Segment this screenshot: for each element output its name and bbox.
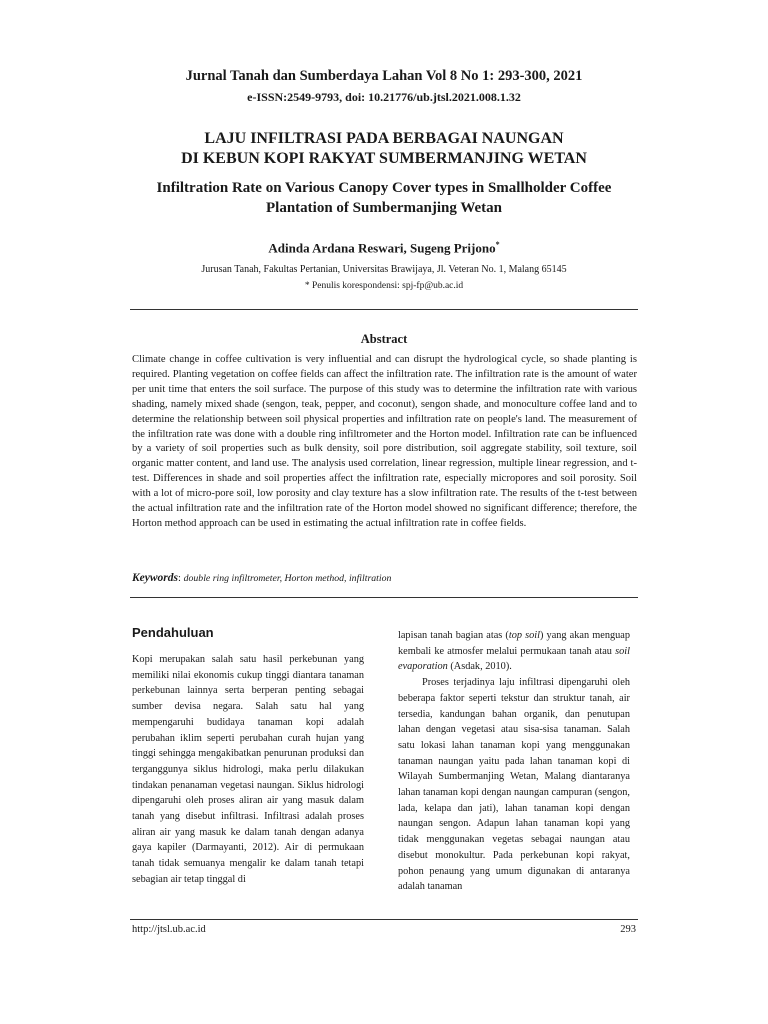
keywords-line <box>132 572 637 584</box>
right-column-paragraph-1 <box>398 628 630 675</box>
title-english <box>0 178 768 218</box>
footer-url-link[interactable]: http://jtsl.ub.ac.id <box>132 924 206 935</box>
issn-doi-line: e-ISSN:2549-9793, doi: 10.21776/ub.jtsl.2021.008.1.32 <box>247 90 521 104</box>
text-run: (Asdak, 2010). <box>447 661 512 673</box>
title-indonesian-line-2: DI KEBUN KOPI RAKYAT SUMBERMANJING WETAN <box>181 150 587 167</box>
abstract-top-rule <box>130 309 638 310</box>
keywords-list: double ring infiltrometer, Horton method, infiltration <box>183 573 392 584</box>
author-list <box>0 240 768 256</box>
right-column <box>398 628 630 895</box>
author-names: Adinda Ardana Reswari, Sugeng Prijono <box>268 240 496 256</box>
text-run: lapisan tanah bagian atas ( <box>398 630 509 641</box>
title-indonesian-line-1: LAJU INFILTRASI PADA BERBAGAI NAUNGAN <box>204 130 564 147</box>
right-column-paragraph-2: Proses terjadinya laju infiltrasi dipengaruhi oleh beberapa faktor seperti tekstur dan struktur tanah, air tersedia, kandungan bahan organik, dan penutupan lahan dengan vegetasi atau sisa-sisa tanaman. Salah satu lokasi lahan tanaman kopi yang menggunakan tanaman naungan yaitu pada lahan tanaman kopi di Wilayah Sumbermanjing Wetan, Malang diantaranya lahan tanaman kopi dengan naungan campuran (sengon, lada, kelapa dan jati), lahan tanaman kopi dengan naungan sengon. Adapun lahan tanaman kopi yang tidak menggunakan vegetas sebagai naungan atau disebut monokultur. Pada perkebunan kopi rakyat, pohon penaung yang umum digunakan di antaranya adalah tanaman <box>398 677 630 893</box>
corresponding-mark: * <box>495 240 500 249</box>
abstract-heading: Abstract <box>360 332 408 346</box>
keywords-label: Keywords <box>132 572 178 584</box>
title-english-line-2: Plantation of Sumbermanjing Wetan <box>266 200 502 216</box>
text-run: ) yang akan menguap kembali ke atmosfer melalui permukaan tanah atau <box>398 630 630 657</box>
term-top-soil: top soil <box>508 630 540 641</box>
abstract-text: Climate change in coffee cultivation is very influential and can disrupt the hydrological cycle, so shade planting is required. Planting vegetation on coffee fields can affect the infiltration rate. The infiltration rate is the amount of water per unit time that enters the soil surface. The purpose of this study was to determine the infiltration rate with various shading, namely mixed shade (sengon, teak, pepper, and coconut), sengon shade, and monoculture coffee land and to determine the relationship between soil physical properties and infiltration rate on people's land. The measurement of the infiltration rate was done with a double ring infiltrometer and the Horton model. Infiltration rate can be influenced by a variety of soil properties such as bulk density, soil pore distribution, soil aggregate stability, soil texture, soil organic matter content, and land use. The analysis used correlation, linear regression, multiple linear regression, and t-test. Differences in shade and soil properties affect the infiltration rate, especially micropores and soil porosity. Soil with a lot of micro-pore soil, low porosity and clay texture has a slow infiltration rate. The results of the t-test between the actual infiltration rate and the infiltration rate of the Horton model showed no significant difference; therefore, the Horton method approach can be used in estimating the actual infiltration rate in coffee fields. <box>132 354 637 529</box>
affiliation: Jurusan Tanah, Fakultas Pertanian, Universitas Brawijaya, Jl. Veteran No. 1, Malang 65145 <box>201 264 567 275</box>
footer-rule <box>130 919 638 920</box>
abstract-bottom-rule <box>130 597 638 598</box>
page-number: 293 <box>620 924 636 935</box>
journal-header: Jurnal Tanah dan Sumberdaya Lahan Vol 8 No 1: 293-300, 2021 <box>185 68 583 84</box>
left-column-text: Kopi merupakan salah satu hasil perkebunan yang memiliki nilai ekonomis cukup tinggi diantara tanaman perkebunan lainnya serta berperan penting sebagai sumber devisa negara. Salah satu hal yang mempengaruhi budidaya tanaman kopi adalah perubahan iklim seperti perubahan curah hujan yang tinggi sehingga mengakibatkan penurunan produksi dan terganggunya siklus hidrologi, maka perlu dilakukan tindakan penanaman vegetasi naungan. Siklus hidrologi dipengaruhi oleh proses aliran air yang masuk dalam tanah yang disebut infiltrasi. Infiltrasi adalah proses aliran air yang masuk ke dalam tanah dengan adanya gaya kapiler (Darmayanti, 2012). Air di permukaan tanah tidak semuanya mengalir ke dalam tanah tetapi sebagian air tetap tinggal di <box>132 654 364 885</box>
section-heading-introduction: Pendahuluan <box>132 625 214 640</box>
term-soil-evaporation: soil evaporation <box>398 645 630 673</box>
title-indonesian <box>0 129 768 169</box>
keywords-separator: : <box>178 573 184 584</box>
title-english-line-1: Infiltration Rate on Various Canopy Cover types in Smallholder Coffee <box>156 180 612 196</box>
correspondence: * Penulis korespondensi: spj-fp@ub.ac.id <box>304 281 464 291</box>
